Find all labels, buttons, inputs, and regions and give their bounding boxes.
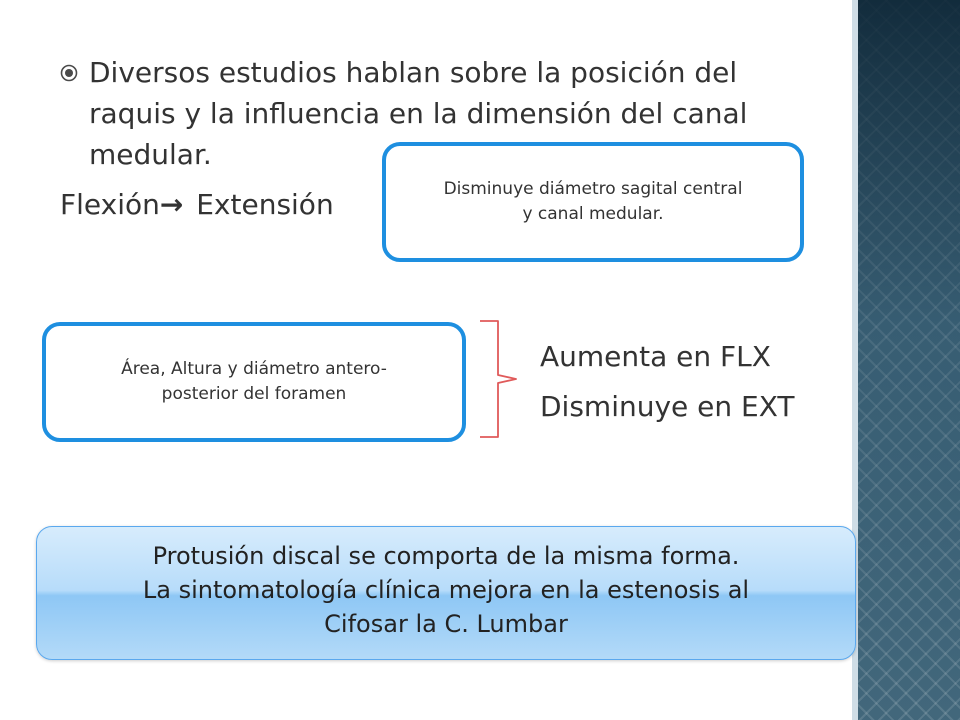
bullet-text: Diversos estudios hablan sobre la posición del raquis y la influencia en la dimensión del canal medular.: [89, 56, 748, 171]
box-left-line1: Área, Altura y diámetro antero-: [121, 359, 387, 379]
banner-line1: Protusión discal se comporta de la misma forma.: [152, 542, 740, 570]
box-top-line1: Disminuye diámetro sagital central: [443, 179, 743, 199]
summary-banner: [36, 526, 856, 660]
banner-line2: La sintomatología clínica mejora en la estenosis al: [142, 576, 750, 604]
box-top-line2: y canal medular.: [522, 204, 664, 224]
effect-flexion: Aumenta en FLX: [540, 340, 771, 373]
right-arrow-icon: →: [159, 188, 184, 221]
right-brace-icon: [476, 318, 536, 440]
foramen-dimensions-box: [42, 322, 466, 442]
effect-extension: Disminuye en EXT: [540, 390, 795, 423]
flexion-label: Flexión: [60, 188, 160, 221]
flexion-extension-line: [60, 184, 334, 225]
sagittal-diameter-box: [382, 142, 804, 262]
decorative-side-panel: [852, 0, 960, 720]
banner-line3: Cifosar la C. Lumbar: [324, 610, 568, 638]
box-left-line2: posterior del foramen: [161, 384, 347, 404]
circle-bullet-icon: [60, 64, 78, 82]
effects-list: [540, 332, 795, 432]
extension-label: Extensión: [187, 188, 334, 221]
